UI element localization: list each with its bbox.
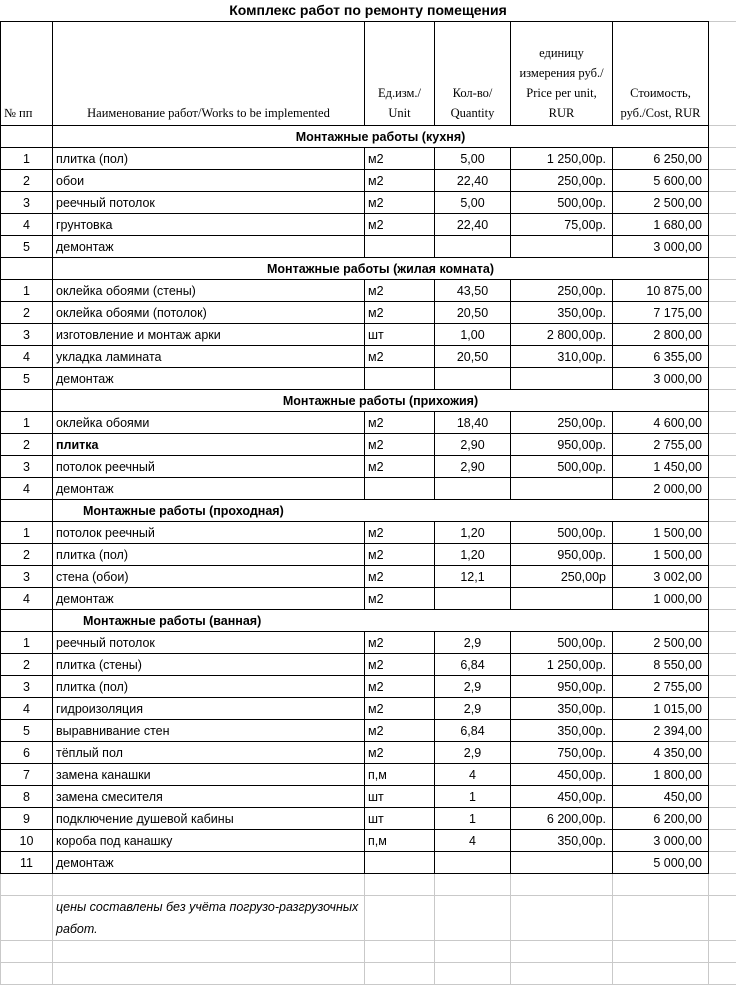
cost-cell: 4 600,00 <box>613 412 709 434</box>
price-cell: 250,00р. <box>511 170 613 192</box>
empty-cell <box>709 170 736 192</box>
empty-cell <box>511 941 613 963</box>
empty-cell <box>435 896 511 941</box>
cost-cell: 3 000,00 <box>613 368 709 390</box>
empty-cell <box>511 874 613 896</box>
quantity-cell: 6,84 <box>435 654 511 676</box>
empty-cell <box>365 874 435 896</box>
quantity-cell <box>435 368 511 390</box>
row-number: 1 <box>1 632 53 654</box>
empty-cell <box>709 280 736 302</box>
cost-cell: 1 800,00 <box>613 764 709 786</box>
unit-cell: шт <box>365 808 435 830</box>
empty-cell <box>709 302 736 324</box>
table-row <box>1 566 736 588</box>
table-row <box>1 808 736 830</box>
price-cell: 950,00р. <box>511 676 613 698</box>
unit-cell <box>365 368 435 390</box>
table-row <box>1 456 736 478</box>
work-name: подключение душевой кабины <box>53 808 365 830</box>
empty-cell <box>1 941 53 963</box>
quantity-cell: 1,00 <box>435 324 511 346</box>
unit-cell: м2 <box>365 302 435 324</box>
row-number: 3 <box>1 324 53 346</box>
empty-cell <box>709 346 736 368</box>
price-cell: 250,00р. <box>511 280 613 302</box>
quantity-cell <box>435 236 511 258</box>
cost-cell: 2 755,00 <box>613 676 709 698</box>
empty-cell <box>709 874 736 896</box>
price-cell: 350,00р. <box>511 302 613 324</box>
table-row <box>1 588 736 610</box>
unit-cell: м2 <box>365 412 435 434</box>
row-number: 3 <box>1 676 53 698</box>
price-cell: 450,00р. <box>511 764 613 786</box>
quantity-cell <box>435 588 511 610</box>
table-row <box>1 434 736 456</box>
note-row <box>1 896 736 941</box>
row-number: 1 <box>1 280 53 302</box>
unit-cell: м2 <box>365 434 435 456</box>
work-name: плитка (пол) <box>53 676 365 698</box>
empty-cell <box>613 963 709 985</box>
work-name: изготовление и монтаж арки <box>53 324 365 346</box>
section-header-row <box>1 500 736 522</box>
price-cell: 350,00р. <box>511 720 613 742</box>
unit-cell: шт <box>365 324 435 346</box>
table-row <box>1 346 736 368</box>
row-number: 1 <box>1 412 53 434</box>
quantity-cell: 2,90 <box>435 456 511 478</box>
empty-cell <box>709 830 736 852</box>
unit-cell: м2 <box>365 566 435 588</box>
price-cell: 950,00р. <box>511 434 613 456</box>
quantity-cell: 12,1 <box>435 566 511 588</box>
row-number: 2 <box>1 170 53 192</box>
unit-cell: п,м <box>365 830 435 852</box>
empty-cell <box>435 963 511 985</box>
quantity-cell: 1,20 <box>435 522 511 544</box>
unit-cell: м2 <box>365 214 435 236</box>
price-cell: 450,00р. <box>511 786 613 808</box>
table-row <box>1 368 736 390</box>
section-title: Монтажные работы (кухня) <box>53 126 709 148</box>
unit-cell: м2 <box>365 280 435 302</box>
cost-cell: 3 002,00 <box>613 566 709 588</box>
works-table <box>0 21 736 985</box>
work-name: замена канашки <box>53 764 365 786</box>
cost-cell: 3 000,00 <box>613 830 709 852</box>
empty-cell <box>709 896 736 941</box>
empty-cell <box>53 963 365 985</box>
price-cell: 500,00р. <box>511 632 613 654</box>
price-cell <box>511 852 613 874</box>
section-title: Монтажные работы (прихожия) <box>53 390 709 412</box>
empty-cell <box>709 434 736 456</box>
work-name: потолок реечный <box>53 522 365 544</box>
unit-cell: м2 <box>365 632 435 654</box>
empty-cell <box>365 941 435 963</box>
unit-cell: м2 <box>365 742 435 764</box>
header-name: Наименование работ/Works to be implemented <box>53 22 365 126</box>
header-price: единицу измерения руб./ Price per unit, RUR <box>511 22 613 126</box>
empty-cell <box>365 963 435 985</box>
empty-cell <box>709 963 736 985</box>
price-cell: 500,00р. <box>511 192 613 214</box>
unit-cell: м2 <box>365 148 435 170</box>
work-name: плитка (пол) <box>53 148 365 170</box>
header-row <box>1 22 736 126</box>
quantity-cell: 5,00 <box>435 148 511 170</box>
section-title: Монтажные работы (жилая комната) <box>53 258 709 280</box>
header-qty: Кол-во/ Quantity <box>435 22 511 126</box>
unit-cell: м2 <box>365 698 435 720</box>
row-number: 11 <box>1 852 53 874</box>
cost-cell: 5 600,00 <box>613 170 709 192</box>
row-number: 4 <box>1 214 53 236</box>
unit-cell: м2 <box>365 346 435 368</box>
price-note: цены составлены без учёта погрузо-разгрузочных работ. <box>53 896 365 941</box>
quantity-cell: 5,00 <box>435 192 511 214</box>
empty-cell <box>709 22 736 126</box>
work-name: оклейка обоями <box>53 412 365 434</box>
cost-cell: 1 015,00 <box>613 698 709 720</box>
unit-cell: п,м <box>365 764 435 786</box>
quantity-cell: 4 <box>435 830 511 852</box>
price-cell: 310,00р. <box>511 346 613 368</box>
empty-cell <box>709 148 736 170</box>
empty-cell <box>53 874 365 896</box>
cost-cell: 8 550,00 <box>613 654 709 676</box>
unit-cell <box>365 236 435 258</box>
work-name: плитка <box>53 434 365 456</box>
row-number: 5 <box>1 236 53 258</box>
cost-cell: 2 755,00 <box>613 434 709 456</box>
work-name: демонтаж <box>53 368 365 390</box>
empty-cell <box>435 874 511 896</box>
cost-cell: 1 500,00 <box>613 522 709 544</box>
empty-cell <box>1 390 53 412</box>
quantity-cell <box>435 478 511 500</box>
empty-cell <box>53 941 365 963</box>
blank-row <box>1 941 736 963</box>
quantity-cell <box>435 852 511 874</box>
table-row <box>1 522 736 544</box>
empty-cell <box>709 566 736 588</box>
empty-cell <box>1 258 53 280</box>
table-row <box>1 720 736 742</box>
row-number: 4 <box>1 478 53 500</box>
price-cell: 1 250,00р. <box>511 148 613 170</box>
table-row <box>1 236 736 258</box>
table-row <box>1 170 736 192</box>
empty-cell <box>709 720 736 742</box>
empty-cell <box>709 610 736 632</box>
empty-cell <box>613 874 709 896</box>
row-number: 2 <box>1 302 53 324</box>
table-row <box>1 302 736 324</box>
empty-cell <box>1 963 53 985</box>
quantity-cell: 20,50 <box>435 346 511 368</box>
price-cell: 250,00р. <box>511 412 613 434</box>
empty-cell <box>709 544 736 566</box>
row-number: 2 <box>1 654 53 676</box>
price-cell: 350,00р. <box>511 830 613 852</box>
cost-cell: 2 394,00 <box>613 720 709 742</box>
empty-cell <box>709 258 736 280</box>
unit-cell <box>365 478 435 500</box>
quantity-cell: 2,90 <box>435 434 511 456</box>
table-row <box>1 192 736 214</box>
row-number: 8 <box>1 786 53 808</box>
table-row <box>1 324 736 346</box>
price-cell: 950,00р. <box>511 544 613 566</box>
cost-cell: 1 000,00 <box>613 588 709 610</box>
section-header-row <box>1 126 736 148</box>
section-header-row <box>1 390 736 412</box>
table-row <box>1 786 736 808</box>
empty-cell <box>1 874 53 896</box>
unit-cell: м2 <box>365 654 435 676</box>
cost-cell: 1 680,00 <box>613 214 709 236</box>
quantity-cell: 22,40 <box>435 170 511 192</box>
empty-cell <box>435 941 511 963</box>
price-cell: 2 800,00р. <box>511 324 613 346</box>
cost-cell: 1 500,00 <box>613 544 709 566</box>
cost-cell: 2 500,00 <box>613 192 709 214</box>
table-row <box>1 830 736 852</box>
cost-cell: 6 250,00 <box>613 148 709 170</box>
quantity-cell: 4 <box>435 764 511 786</box>
unit-cell: м2 <box>365 588 435 610</box>
work-name: демонтаж <box>53 852 365 874</box>
empty-cell <box>709 214 736 236</box>
quantity-cell: 2,9 <box>435 742 511 764</box>
row-number: 5 <box>1 368 53 390</box>
cost-cell: 450,00 <box>613 786 709 808</box>
table-row <box>1 654 736 676</box>
price-cell: 75,00р. <box>511 214 613 236</box>
row-number: 4 <box>1 698 53 720</box>
quantity-cell: 20,50 <box>435 302 511 324</box>
empty-cell <box>365 896 435 941</box>
empty-cell <box>1 896 53 941</box>
quantity-cell: 43,50 <box>435 280 511 302</box>
cost-cell: 2 000,00 <box>613 478 709 500</box>
quantity-cell: 2,9 <box>435 676 511 698</box>
empty-cell <box>709 786 736 808</box>
unit-cell: м2 <box>365 720 435 742</box>
work-name: плитка (пол) <box>53 544 365 566</box>
work-name: тёплый пол <box>53 742 365 764</box>
table-row <box>1 698 736 720</box>
cost-cell: 2 800,00 <box>613 324 709 346</box>
work-name: стена (обои) <box>53 566 365 588</box>
cost-cell: 7 175,00 <box>613 302 709 324</box>
table-row <box>1 676 736 698</box>
header-unit: Ед.изм./ Unit <box>365 22 435 126</box>
header-cost: Стоимость, руб./Cost, RUR <box>613 22 709 126</box>
unit-cell <box>365 852 435 874</box>
price-cell <box>511 236 613 258</box>
empty-cell <box>709 764 736 786</box>
work-name: оклейка обоями (потолок) <box>53 302 365 324</box>
empty-cell <box>709 654 736 676</box>
work-name: потолок реечный <box>53 456 365 478</box>
work-name: укладка ламината <box>53 346 365 368</box>
empty-cell <box>511 963 613 985</box>
cost-cell: 5 000,00 <box>613 852 709 874</box>
unit-cell: шт <box>365 786 435 808</box>
row-number: 3 <box>1 566 53 588</box>
empty-cell <box>709 126 736 148</box>
price-cell: 500,00р. <box>511 522 613 544</box>
price-cell: 1 250,00р. <box>511 654 613 676</box>
empty-cell <box>709 676 736 698</box>
work-name: короба под канашку <box>53 830 365 852</box>
empty-cell <box>709 478 736 500</box>
empty-cell <box>709 500 736 522</box>
quantity-cell: 2,9 <box>435 632 511 654</box>
work-name: демонтаж <box>53 236 365 258</box>
document-title: Комплекс работ по ремонту помещения <box>229 2 507 18</box>
header-num: № пп <box>1 22 53 126</box>
cost-cell: 1 450,00 <box>613 456 709 478</box>
empty-cell <box>709 941 736 963</box>
row-number: 7 <box>1 764 53 786</box>
row-number: 9 <box>1 808 53 830</box>
price-cell <box>511 478 613 500</box>
empty-cell <box>709 632 736 654</box>
cost-cell: 2 500,00 <box>613 632 709 654</box>
price-cell: 750,00р. <box>511 742 613 764</box>
unit-cell: м2 <box>365 192 435 214</box>
table-row <box>1 544 736 566</box>
row-number: 2 <box>1 544 53 566</box>
table-row <box>1 478 736 500</box>
empty-cell <box>613 896 709 941</box>
table-row <box>1 214 736 236</box>
quantity-cell: 1 <box>435 786 511 808</box>
table-row <box>1 632 736 654</box>
quantity-cell: 1 <box>435 808 511 830</box>
row-number: 3 <box>1 192 53 214</box>
work-name: оклейка обоями (стены) <box>53 280 365 302</box>
quantity-cell: 6,84 <box>435 720 511 742</box>
cost-cell: 4 350,00 <box>613 742 709 764</box>
row-number: 4 <box>1 588 53 610</box>
section-header-row <box>1 610 736 632</box>
empty-cell <box>709 698 736 720</box>
work-name: демонтаж <box>53 478 365 500</box>
price-cell <box>511 588 613 610</box>
cost-cell: 6 200,00 <box>613 808 709 830</box>
blank-row <box>1 963 736 985</box>
work-name: реечный потолок <box>53 192 365 214</box>
empty-cell <box>709 456 736 478</box>
work-name: грунтовка <box>53 214 365 236</box>
row-number: 3 <box>1 456 53 478</box>
quantity-cell: 1,20 <box>435 544 511 566</box>
empty-cell <box>709 852 736 874</box>
empty-cell <box>709 808 736 830</box>
row-number: 10 <box>1 830 53 852</box>
work-name: выравнивание стен <box>53 720 365 742</box>
row-number: 1 <box>1 148 53 170</box>
quantity-cell: 22,40 <box>435 214 511 236</box>
price-cell: 350,00р. <box>511 698 613 720</box>
table-row <box>1 412 736 434</box>
empty-cell <box>511 896 613 941</box>
section-title: Монтажные работы (проходная) <box>53 500 709 522</box>
empty-cell <box>709 324 736 346</box>
blank-row <box>1 874 736 896</box>
work-name: демонтаж <box>53 588 365 610</box>
empty-cell <box>709 390 736 412</box>
row-number: 2 <box>1 434 53 456</box>
empty-cell <box>1 500 53 522</box>
row-number: 1 <box>1 522 53 544</box>
row-number: 4 <box>1 346 53 368</box>
work-name: обои <box>53 170 365 192</box>
unit-cell: м2 <box>365 544 435 566</box>
cost-cell: 3 000,00 <box>613 236 709 258</box>
empty-cell <box>709 412 736 434</box>
work-name: реечный потолок <box>53 632 365 654</box>
empty-cell <box>709 368 736 390</box>
unit-cell: м2 <box>365 676 435 698</box>
empty-cell <box>709 588 736 610</box>
table-row <box>1 742 736 764</box>
empty-cell <box>613 941 709 963</box>
price-cell <box>511 368 613 390</box>
table-row <box>1 280 736 302</box>
unit-cell: м2 <box>365 456 435 478</box>
section-title: Монтажные работы (ванная) <box>53 610 709 632</box>
unit-cell: м2 <box>365 522 435 544</box>
price-cell: 500,00р. <box>511 456 613 478</box>
empty-cell <box>709 522 736 544</box>
work-name: гидроизоляция <box>53 698 365 720</box>
table-row <box>1 852 736 874</box>
row-number: 6 <box>1 742 53 764</box>
empty-cell <box>709 236 736 258</box>
empty-cell <box>709 742 736 764</box>
quantity-cell: 18,40 <box>435 412 511 434</box>
work-name: плитка (стены) <box>53 654 365 676</box>
empty-cell <box>1 610 53 632</box>
table-row <box>1 148 736 170</box>
empty-cell <box>709 192 736 214</box>
empty-cell <box>1 126 53 148</box>
row-number: 5 <box>1 720 53 742</box>
price-cell: 6 200,00р. <box>511 808 613 830</box>
quantity-cell: 2,9 <box>435 698 511 720</box>
cost-cell: 6 355,00 <box>613 346 709 368</box>
section-header-row <box>1 258 736 280</box>
unit-cell: м2 <box>365 170 435 192</box>
table-row <box>1 764 736 786</box>
price-cell: 250,00р <box>511 566 613 588</box>
cost-cell: 10 875,00 <box>613 280 709 302</box>
work-name: замена смесителя <box>53 786 365 808</box>
